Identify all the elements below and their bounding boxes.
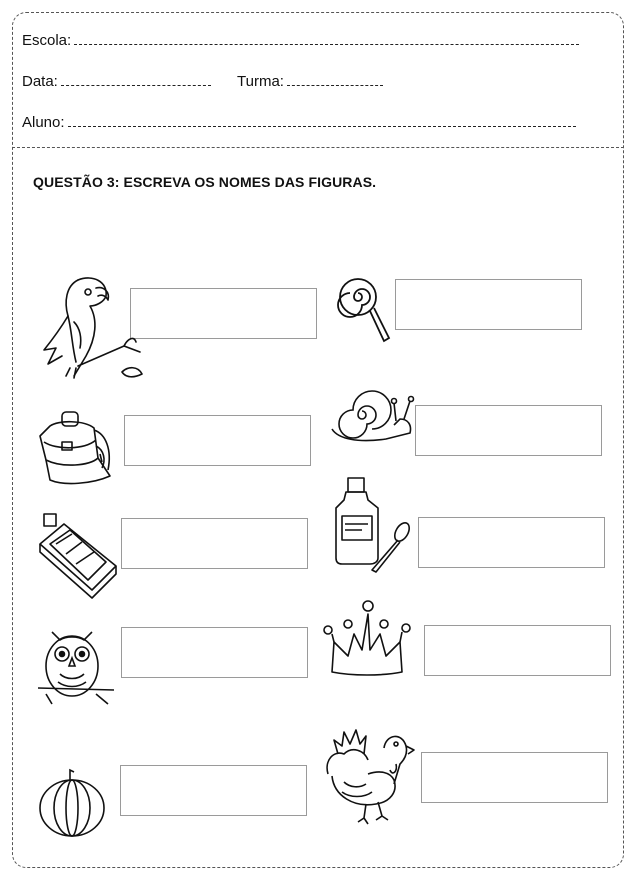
answer-box-lollipop[interactable] xyxy=(395,279,582,330)
syrup-bottle-icon xyxy=(334,476,414,576)
lollipop-icon xyxy=(336,275,396,350)
mousetrap-icon xyxy=(36,510,120,595)
class-line[interactable] xyxy=(287,84,383,86)
answer-box-backpack[interactable] xyxy=(124,415,311,466)
date-line[interactable] xyxy=(61,84,211,86)
class-field xyxy=(237,73,383,90)
school-field xyxy=(22,32,579,49)
answer-box-syrup[interactable] xyxy=(418,517,605,568)
answer-box-parrot[interactable] xyxy=(130,288,317,339)
answer-box-pumpkin[interactable] xyxy=(120,765,307,816)
turkey-icon xyxy=(324,724,416,828)
answer-box-snail[interactable] xyxy=(415,405,602,456)
snail-icon xyxy=(328,385,416,445)
answer-box-crown[interactable] xyxy=(424,625,611,676)
answer-box-owl[interactable] xyxy=(121,627,308,678)
school-line[interactable] xyxy=(74,43,579,45)
school-label: Escola: xyxy=(22,32,72,49)
answer-box-turkey[interactable] xyxy=(421,752,608,803)
answer-box-mousetrap[interactable] xyxy=(121,518,308,569)
student-field xyxy=(22,114,576,131)
pumpkin-icon xyxy=(36,768,108,840)
date-field xyxy=(22,73,211,90)
date-label: Data: xyxy=(22,73,58,90)
owl-icon xyxy=(36,628,116,706)
student-label: Aluno: xyxy=(22,114,65,131)
question-title: QUESTÃO 3: ESCREVA OS NOMES DAS FIGURAS. xyxy=(33,174,377,190)
backpack-icon xyxy=(36,410,116,490)
header-separator xyxy=(12,147,624,148)
parrot-icon xyxy=(38,272,150,390)
crown-icon xyxy=(322,594,414,680)
student-line[interactable] xyxy=(68,125,576,127)
class-label: Turma: xyxy=(237,73,284,90)
